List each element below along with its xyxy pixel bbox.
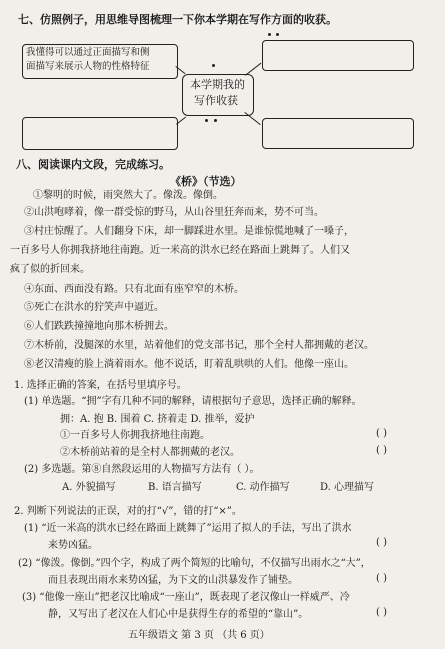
answer-box-bottom-left[interactable]: [22, 117, 178, 150]
paragraph-3-line2: 一百多号人你拥我挤地往南跑。近一米高的洪水已经在路面上跳舞了。人们又: [10, 245, 350, 256]
paragraph-5: ⑤死亡在洪水的狞笑声中逼近。: [24, 302, 164, 313]
dot-marker: [276, 33, 279, 36]
part1-sub1: (1) 单选题。“拥”字有几种不同的解释，请根据句子意思，选择正确的解释。: [24, 396, 362, 407]
answer-box-top-right[interactable]: [262, 40, 414, 71]
center-line1: 本学期我的: [190, 78, 245, 91]
part1-sentence-1: ①一百多号人你拥我挤地往南跑。: [60, 430, 210, 441]
connector-top-right: [245, 63, 261, 76]
judge-2-line2: 而且表现出雨水来势凶猛，为下文的山洪暴发作了铺垫。: [48, 575, 298, 586]
choice-b: B. 语言描写: [148, 482, 202, 493]
dot-marker: [214, 119, 217, 122]
q8-title: 八、阅读课内文段，完成练习。: [16, 158, 170, 171]
judge-1-line2: 来势凶猛。: [48, 540, 98, 551]
answer-paren[interactable]: ( ): [376, 428, 387, 439]
paragraph-8: ⑧老汉清瘦的脸上淌着雨水。他不说话，盯着乱哄哄的人们。他像一座山。: [24, 359, 354, 370]
answer-paren[interactable]: ( ): [376, 573, 387, 584]
judge-3-line2: 静，又写出了老汉在人们心中是获得生存的希望的“靠山”。: [48, 609, 309, 620]
page-footer: 五年级语文 第 3 页 （共 6 页）: [128, 630, 270, 641]
center-line2: 写作收获: [194, 94, 238, 107]
answer-box-bottom-right[interactable]: [262, 118, 414, 149]
q7-title: 七、仿照例子，用思维导图梳理一下你本学期在写作方面的收获。: [18, 13, 337, 26]
choice-c: C. 动作描写: [236, 482, 290, 493]
dot-marker: [205, 119, 208, 122]
dot-marker: [212, 64, 215, 67]
judge-2-line1: (2) “像泼。像倒。”四个字，构成了两个简短的比喻句，不仅描写出雨水之“大”，: [18, 558, 371, 569]
paragraph-1: ①黎明的时候，雨突然大了。像泼。像倒。: [33, 190, 223, 201]
connector-bottom-right: [244, 112, 260, 125]
part1-sub2: (2) 多选题。第⑧自然段运用的人物描写方法有（ ）。: [24, 464, 260, 475]
example-line1: 我懂得可以通过正面描写和侧: [26, 47, 150, 58]
passage-title: 《桥》（节选）: [170, 175, 242, 188]
part1-sentence-2: ②木桥前站着的是全村人都拥戴的老汉。: [60, 447, 240, 458]
judge-1-line1: (1) “近一米高的洪水已经在路面上跳舞了”运用了拟人的手法，写出了洪水: [24, 523, 352, 534]
choice-d: D. 心理描写: [320, 482, 375, 493]
answer-paren[interactable]: ( ): [376, 537, 387, 548]
paragraph-3-line3: 疯了似的折回来。: [10, 264, 90, 275]
answer-paren[interactable]: ( ): [376, 607, 387, 618]
paragraph-2: ②山洪咆哮着，像一群受惊的野马，从山谷里狂奔而来，势不可当。: [24, 207, 324, 218]
paragraph-4: ④东面、西面没有路。只有北面有座窄窄的木桥。: [24, 284, 244, 295]
judge-3-line1: (3) “他像一座山”把老汉比喻成“一座山”，既表现了老汉像山一样威严、冷: [22, 592, 350, 603]
part1-options: 拥：A. 抱 B. 围着 C. 挤着走 D. 推举，爱护: [60, 414, 255, 425]
paragraph-7: ⑦木桥前，没腿深的水里，站着他们的党支部书记，那个全村人都拥戴的老汉。: [24, 340, 374, 351]
choice-a: A. 外貌描写: [62, 482, 116, 493]
answer-paren[interactable]: ( ): [376, 445, 387, 456]
part2-heading: 2. 判断下列说法的正误，对的打“√”，错的打“×”。: [14, 506, 242, 517]
paragraph-6: ⑥人们跌跌撞撞地向那木桥拥去。: [24, 321, 174, 332]
example-line2: 面描写来展示人物的性格特征: [26, 61, 150, 72]
dot-marker: [268, 33, 271, 36]
part1-heading: 1. 选择正确的答案，在括号里填序号。: [14, 380, 187, 391]
paragraph-3-line1: ③村庄惊醒了。人们翻身下床，却一脚踩进水里。是谁惊慌地喊了一嗓子，: [24, 226, 354, 237]
